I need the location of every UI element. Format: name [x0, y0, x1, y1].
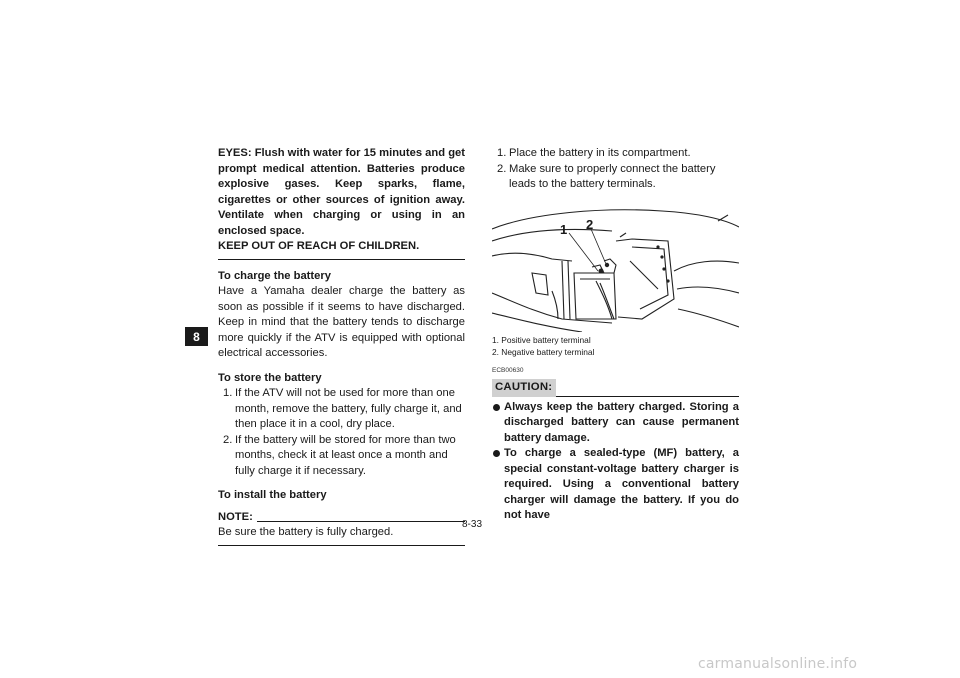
figure-label-1: 1 — [560, 221, 568, 237]
note-rule — [257, 521, 465, 522]
left-column — [218, 146, 465, 546]
note-end-rule — [218, 545, 465, 546]
warning-rule — [218, 259, 465, 260]
charge-body: Have a Yamaha dealer charge the battery as soon as possible if it seems to have discharged. Keep in mind that the battery tends to discharge more quickly if the ATV is equipped with optional electrical accessories. — [218, 285, 465, 359]
list-item: 2. Make sure to properly connect the battery leads to the battery terminals. — [497, 162, 716, 190]
store-heading: To store the battery — [218, 371, 322, 384]
bullet-icon — [493, 450, 500, 457]
battery-illustration — [492, 201, 739, 332]
note-text: Be sure the battery is fully charged. — [218, 526, 394, 538]
list-item: 2. If the battery will be stored for more than two months, check it at least once a month and fully charge it if necessary. — [223, 433, 456, 477]
note-label: NOTE: — [218, 510, 253, 523]
store-list — [218, 386, 465, 479]
caption-negative: 2. Negative battery terminal — [492, 346, 595, 357]
reference-code: ECB00630 — [492, 366, 524, 374]
list-item: 1. Place the battery in its compartment. — [497, 147, 691, 159]
chapter-tab-number: 8 — [193, 329, 200, 344]
battery-compartment-drawing — [492, 201, 739, 332]
figure-label-2: 2 — [586, 216, 594, 232]
install-heading: To install the battery — [218, 489, 327, 501]
list-item: Always keep the battery charged. Storing a discharged battery can cause permanent battery damage. — [492, 400, 739, 447]
chapter-tab — [185, 327, 208, 346]
note-header — [218, 510, 465, 526]
caution-list — [492, 400, 739, 524]
caution-label: CAUTION: — [492, 379, 556, 397]
caution-header — [492, 379, 739, 397]
caution-rule — [556, 379, 739, 397]
keep-out-notice: KEEP OUT OF REACH OF CHILDREN. — [218, 240, 420, 252]
list-item: To charge a sealed-type (MF) battery, a special constant-voltage battery charger is required. Using a conventional battery charger will damage the battery. If you do not have — [492, 446, 739, 524]
list-item: 1. If the ATV will not be used for more than one month, remove the battery, fully charge it, and then place it in a cool, dry place. — [223, 387, 462, 430]
bullet-icon — [493, 404, 500, 411]
page-number: 8-33 — [462, 519, 483, 530]
caption-positive: 1. Positive battery terminal — [492, 334, 591, 345]
install-steps — [492, 146, 739, 193]
figure-captions — [492, 334, 739, 358]
right-column — [492, 146, 739, 524]
watermark: carmanualsonline.info — [698, 656, 858, 672]
charge-heading: To charge the battery — [218, 269, 331, 282]
warning-text: EYES: Flush with water for 15 minutes and get prompt medical attention. Batteries produce explosive gases. Keep sparks, flame, cigarettes or other sources of ignition away. Ventilate when charging or using in an enclosed space. — [218, 147, 465, 237]
